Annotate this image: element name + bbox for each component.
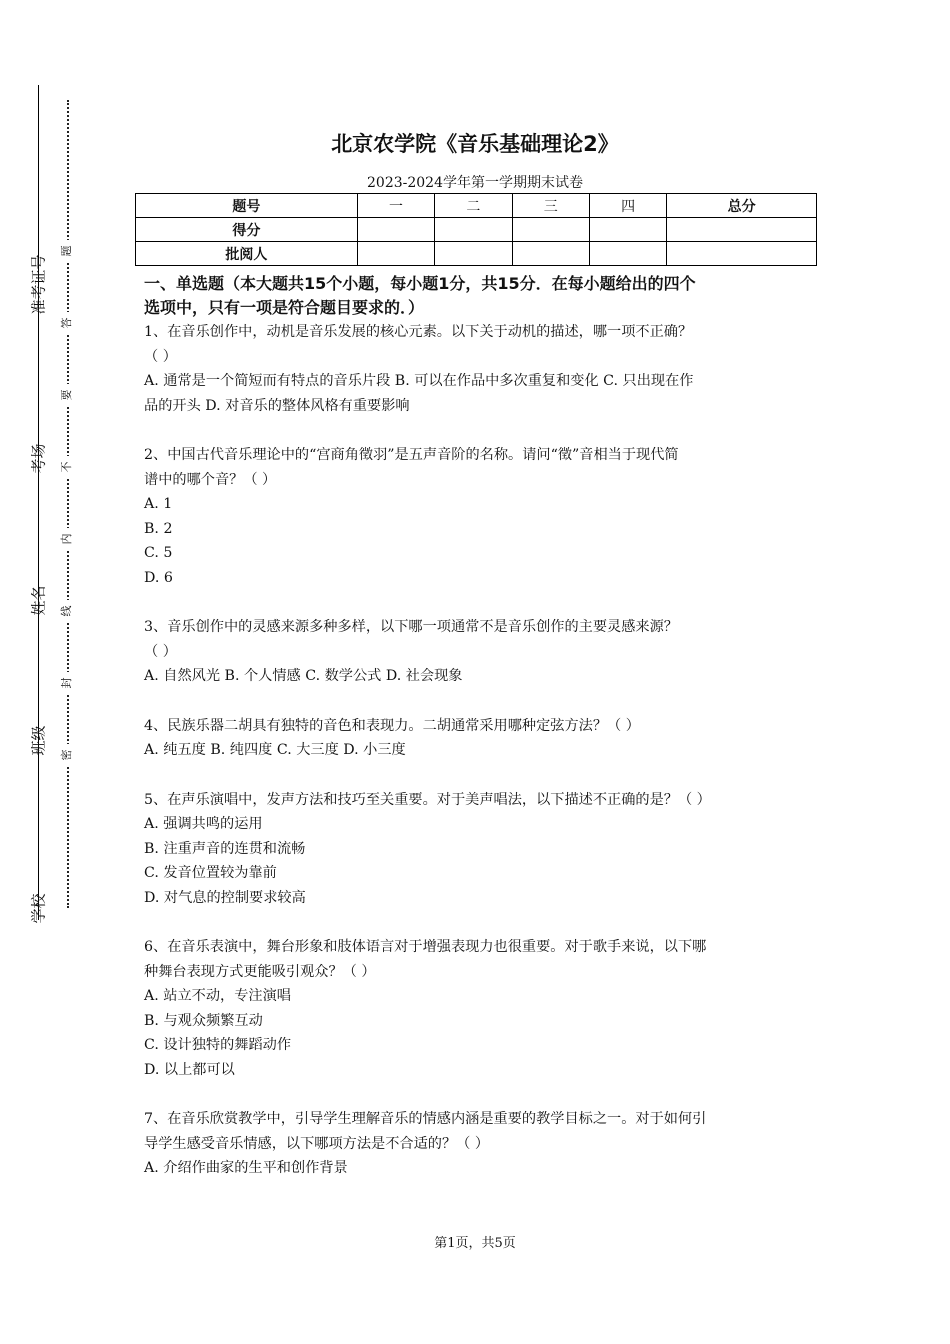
exam-content: [144, 272, 810, 1181]
score-row: [136, 218, 817, 242]
grader-cell[interactable]: [357, 242, 434, 266]
exam-title: 北京农学院《音乐基础理论2》: [331, 132, 619, 156]
seal-char: 题: [60, 245, 73, 257]
option-line: B. 与观众频繁互动: [144, 1012, 263, 1029]
row-label: 批阅人: [136, 242, 358, 266]
section-heading-line: 选项中，只有一项是符合题目要求的．）: [144, 298, 425, 317]
grader-cell[interactable]: [589, 242, 666, 266]
option-line: D. 以上都可以: [144, 1061, 235, 1078]
question-line: （ ）: [144, 643, 177, 660]
header-cell: 总分: [667, 194, 817, 218]
score-cell[interactable]: [435, 218, 512, 242]
grader-cell[interactable]: [512, 242, 589, 266]
option-line: A. 站立不动，专注演唱: [144, 988, 291, 1004]
seal-char: 内: [60, 533, 73, 545]
grader-cell[interactable]: [667, 242, 817, 266]
option-line: B. 2: [144, 520, 173, 537]
question-line: （ ）: [144, 348, 177, 365]
option-line: A. 纯五度 B. 纯四度 C. 大三度 D. 小三度: [144, 742, 406, 758]
option-line: A. 强调共鸣的运用: [144, 816, 263, 832]
question-line: 导学生感受音乐情感，以下哪项方法是不合适的？（ ）: [144, 1135, 490, 1152]
seal-char: 不: [60, 461, 73, 473]
option-line: A. 介绍作曲家的生平和创作背景: [144, 1160, 348, 1176]
question-line: 3、音乐创作中的灵感来源多种多样，以下哪一项通常不是音乐创作的主要灵感来源？: [144, 619, 678, 635]
option-line: C. 发音位置较为靠前: [144, 865, 277, 881]
question-line: 6、在音乐表演中，舞台形象和肢体语言对于增强表现力也很重要。对于歌手来说，以下哪: [144, 939, 707, 955]
header-cell: 二: [435, 194, 512, 218]
score-cell[interactable]: [357, 218, 434, 242]
question-line: 7、在音乐欣赏教学中，引导学生理解音乐的情感内涵是重要的教学目标之一。对于如何引: [144, 1111, 707, 1127]
page-footer: 第1页，共5页: [434, 1236, 516, 1251]
binding-line: [38, 85, 39, 920]
question-line: 1、在音乐创作中，动机是音乐发展的核心元素。以下关于动机的描述，哪一项不正确？: [144, 324, 693, 340]
section-heading: [144, 272, 810, 320]
grader-row: [136, 242, 817, 266]
question-line: 5、在声乐演唱中，发声方法和技巧至关重要。对于美声唱法，以下描述不正确的是？（ ）: [144, 791, 711, 808]
option-line: D. 6: [144, 569, 173, 586]
class-label: 班级: [29, 725, 48, 756]
option-line: A. 通常是一个简短而有特点的音乐片段 B. 可以在作品中多次重复和变化 C. 只出现在作: [144, 373, 694, 389]
option-line: D. 对气息的控制要求较高: [144, 889, 306, 906]
row-label: 得分: [136, 218, 358, 242]
question-line: 4、民族乐器二胡具有独特的音色和表现力。二胡通常采用哪种定弦方法？（ ）: [144, 717, 640, 734]
option-line: A. 1: [144, 496, 173, 512]
exam-room-label: 考场: [29, 443, 48, 474]
option-line: C. 设计独特的舞蹈动作: [144, 1037, 292, 1053]
score-table-header-row: [136, 194, 817, 218]
binding-margin: [0, 0, 120, 1344]
seal-dotted-line: [67, 100, 69, 908]
question-5: [144, 788, 810, 911]
score-cell[interactable]: [512, 218, 589, 242]
option-line: 品的开头 D. 对音乐的整体风格有重要影响: [144, 397, 410, 414]
seal-char: 线: [60, 605, 73, 617]
question-7: [144, 1107, 810, 1181]
score-cell[interactable]: [589, 218, 666, 242]
seal-char: 封: [60, 677, 73, 689]
question-4: [144, 714, 810, 763]
exam-subtitle: 2023-2024学年第一学期期末试卷: [367, 175, 583, 191]
question-3: [144, 615, 810, 689]
question-2: [144, 443, 810, 590]
option-line: B. 注重声音的连贯和流畅: [144, 840, 306, 857]
question-line: 2、中国古代音乐理论中的“宫商角徵羽”是五声音阶的名称。请问“徵”音相当于现代简: [144, 447, 679, 463]
name-label: 姓名: [29, 585, 48, 616]
header-cell: 一: [357, 194, 434, 218]
score-table: [135, 193, 817, 266]
seal-char: 要: [60, 389, 73, 401]
seal-char: 答: [60, 317, 73, 329]
option-line: A. 自然风光 B. 个人情感 C. 数学公式 D. 社会现象: [144, 668, 463, 684]
question-1: [144, 320, 810, 418]
score-cell[interactable]: [667, 218, 817, 242]
school-label: 学校: [29, 893, 48, 924]
exam-number-label: 准考证号: [29, 254, 48, 315]
question-6: [144, 935, 810, 1082]
section-heading-line: 一、单选题（本大题共15个小题，每小题1分，共15分．在每小题给出的四个: [144, 274, 696, 293]
seal-char: 密: [60, 749, 73, 761]
header-cell: 四: [589, 194, 666, 218]
header-cell: 三: [512, 194, 589, 218]
grader-cell[interactable]: [435, 242, 512, 266]
option-line: C. 5: [144, 545, 173, 561]
question-line: 谱中的哪个音？（ ）: [144, 471, 277, 488]
header-cell: 题号: [136, 194, 358, 218]
question-line: 种舞台表现方式更能吸引观众？（ ）: [144, 963, 376, 980]
